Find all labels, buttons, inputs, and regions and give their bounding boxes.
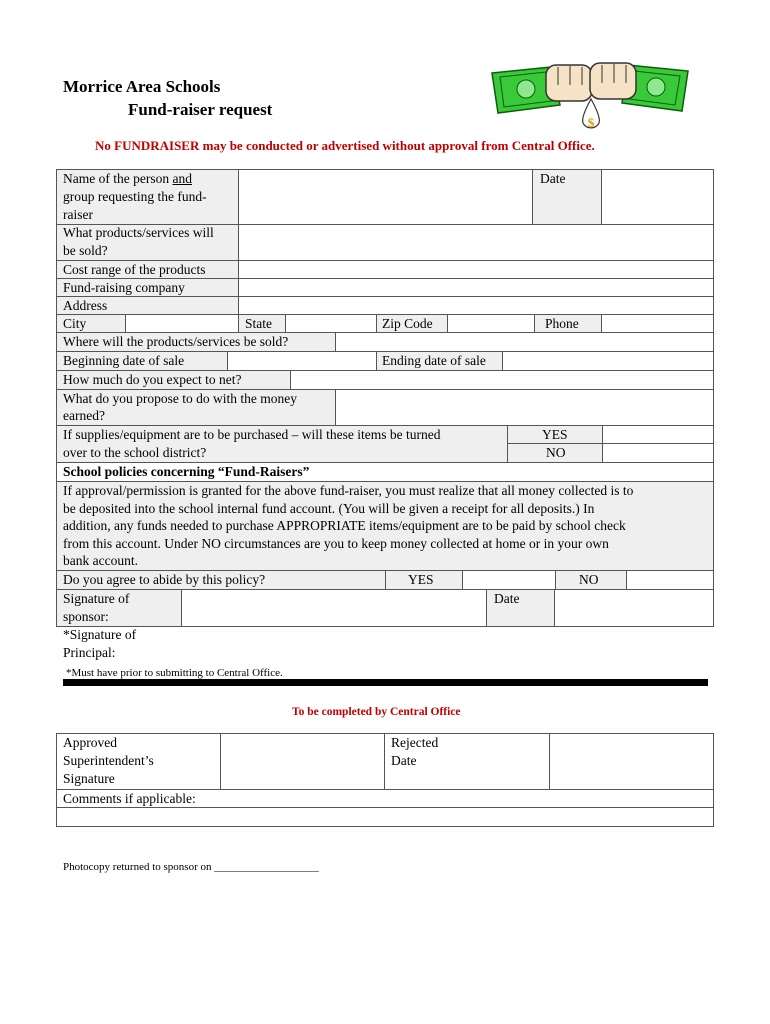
state-label: State [245, 316, 272, 331]
city-input-cell[interactable] [125, 314, 239, 333]
sponsor-date-label: Date [494, 591, 520, 606]
money-drop [583, 99, 600, 130]
principal-label-2: Principal: [63, 645, 116, 660]
hands-money-icon [488, 55, 698, 137]
footnote: *Must have prior to submitting to Central Office. [66, 667, 283, 679]
policy-line-4: from this account. Under NO circumstances are you to keep money collected at home or in your own [63, 536, 609, 551]
address-input-cell[interactable] [238, 296, 714, 315]
begin-input-cell[interactable] [227, 351, 377, 371]
superintendent-label-2: Signature [63, 771, 115, 786]
policy-line-1: If approval/permission is granted for the above fund-raiser, you must realize that all money collected is to [63, 483, 634, 498]
supplies-label: If supplies/equipment are to be purchased – will these items be turned [63, 427, 441, 442]
propose-input-cell[interactable] [335, 389, 714, 426]
photocopy-line: Photocopy returned to sponsor on ___________________ [63, 861, 319, 873]
sponsor-label-2: sponsor: [63, 609, 109, 624]
products-input-cell[interactable] [238, 224, 714, 261]
products-label: What products/services will [63, 225, 214, 240]
date-label: Date [540, 171, 566, 186]
supplies-yes-label: YES [542, 427, 568, 442]
city-label: City [63, 316, 87, 331]
rejected-label: Rejected [391, 735, 439, 750]
begin-label: Beginning date of sale [63, 353, 185, 368]
policy-line-2: be deposited into the school internal fund account. (You will be given a receipt for all deposits.) In [63, 501, 595, 516]
agree-yes-input[interactable] [462, 570, 556, 590]
superintendent-label: Superintendent’s [63, 753, 154, 768]
supplies-no-input[interactable] [602, 443, 714, 463]
phone-label: Phone [545, 316, 579, 331]
name-label-3: raiser [63, 207, 93, 222]
agree-yes-label: YES [408, 572, 434, 587]
agree-no-label: NO [579, 572, 599, 587]
propose-label: What do you propose to do with the money [63, 391, 297, 406]
policy-line-5: bank account. [63, 553, 138, 568]
approved-input-cell[interactable] [220, 733, 385, 790]
supplies-no-label: NO [546, 445, 566, 460]
cost-label: Cost range of the products [63, 262, 206, 277]
central-heading: To be completed by Central Office [292, 706, 461, 718]
products-label-2: be sold? [63, 243, 108, 258]
central-date-label: Date [391, 753, 417, 768]
form-title: Fund-raiser request [128, 100, 273, 119]
date-input-cell[interactable] [601, 169, 714, 225]
policy-heading: School policies concerning “Fund-Raisers” [63, 464, 310, 479]
address-label: Address [63, 298, 108, 313]
propose-label-2: earned? [63, 408, 105, 423]
sponsor-date-input[interactable] [554, 589, 714, 627]
net-input-cell[interactable] [290, 370, 714, 390]
supplies-label-2: over to the school district? [63, 445, 207, 460]
company-label: Fund-raising company [63, 280, 185, 295]
principal-label: *Signature of [63, 627, 137, 642]
end-label: Ending date of sale [382, 353, 486, 368]
name-input-cell[interactable] [238, 169, 533, 225]
cost-input-cell[interactable] [238, 260, 714, 279]
where-label: Where will the products/services be sold? [63, 334, 289, 349]
sponsor-signature-input[interactable] [181, 589, 487, 627]
fists [546, 63, 636, 101]
comments-label: Comments if applicable: [63, 791, 196, 806]
school-name: Morrice Area Schools [63, 77, 221, 96]
approved-label: Approved [63, 735, 117, 750]
sponsor-label: Signature of [63, 591, 130, 606]
name-label: Name of the person and [63, 171, 192, 186]
policy-line-3: addition, any funds needed to purchase APPROPRIATE items/equipment are to be paid by school check [63, 518, 626, 533]
supplies-yes-input[interactable] [602, 425, 714, 444]
state-input-cell[interactable] [285, 314, 377, 333]
net-label: How much do you expect to net? [63, 372, 242, 387]
agree-no-input[interactable] [626, 570, 714, 590]
comments-input-cell[interactable] [56, 807, 714, 827]
rejected-input-cell[interactable] [549, 733, 714, 790]
section-divider [63, 679, 708, 686]
agree-label: Do you agree to abide by this policy? [63, 572, 266, 587]
phone-input-cell[interactable] [601, 314, 714, 333]
warning-text: No FUNDRAISER may be conducted or advertised without approval from Central Office. [95, 138, 595, 153]
zip-label: Zip Code [382, 316, 433, 331]
name-label-2: group requesting the fund- [63, 189, 207, 204]
drop-dollar: $ [587, 115, 595, 130]
zip-input-cell[interactable] [447, 314, 535, 333]
where-input-cell[interactable] [335, 332, 714, 352]
company-input-cell[interactable] [238, 278, 714, 297]
end-input-cell[interactable] [502, 351, 714, 371]
